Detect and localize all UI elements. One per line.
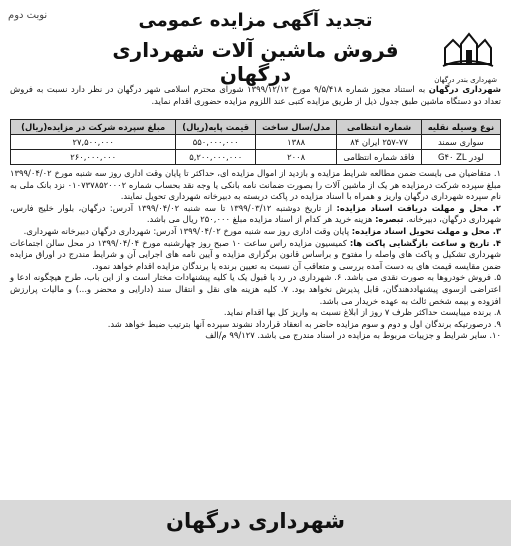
municipality-logo [434,26,497,84]
cell-base-price: ۵۵۰,۰۰۰,۰۰۰ [176,135,256,150]
clause-3 [10,226,501,238]
col-base-price: قیمت پایه(ریال) [176,120,256,135]
intro-paragraph [10,84,501,107]
col-plate: شماره انتظامی [337,120,422,135]
cell-vehicle-type: سواری سمند [421,135,500,150]
clause-3-text: پایان وقت اداری روز سه شنبه مورخ ۱۳۹۹/۰۴/۰۲ آدرس: شهرداری درگهان دبیرخانه شهرداری. [23,225,352,236]
clause-2-note-heading: تبصره: [375,214,404,225]
cell-base-price: ۵,۲۰۰,۰۰۰,۰۰۰ [176,150,256,165]
table-row [11,150,501,165]
table-row [11,135,501,150]
col-model-year: مدل/سال ساخت [256,120,337,135]
cell-deposit: ۲۷,۵۰۰,۰۰۰ [11,135,176,150]
intro-text: به استناد مجوز شماره ۹/۵/۴۱۸ مورخ ۱۳۹۹/۱۲/۱۲ شورای محترم اسلامی شهر درگهان در نظر دارد نسبت به فروش تعداد دو دستگاه ماشین طبق جدول ذیل از طریق مزایده کتبی عند اللزوم مزایده حضوری اقدام نماید. [10,84,501,106]
clause-1: ۱. متقاضیان می بایست ضمن مطالعه شرایط مزایده و بازدید از اموال مزایده ای، حداکثر تا پایان وقت اداری روز سه شنبه مورخ ۱۳۹۹/۰۴/۰۲ مبلغ سپرده شرکت درمزایده هر یک از ماشین آلات را بصورت ضمانت نامه بانکی یا وجه نقد بحساب شماره ۰۱۰۷۳۷۸۵۲۰۰۰۲ نزد بانک ملی به نام سپرده شهرداری درگهان واریز و همراه با اسناد مزایده در پاکت دربسته به دبیرخانه شهرداری تحویل نمایند. [10,168,501,202]
table-header-row [11,120,501,135]
clause-4-text: کمیسیون مزایده راس ساعت ۱۰ صبح روز چهارشنبه مورخ ۱۳۹۹/۰۴/۰۴ در محل سالن اجتماعات شهرداری تشکیل و پاکت های واصله را مفتوح و براساس قانون برگزاری مزایده و آیین نامه های اجرایی آن و شرایط مندرج در اوراق مزایده ضمن مقایسه قیمت های به دست آمده بررسی و متعاقب آن نسبت به تعیین برنده یا برندگان مزایده اقدام خواهد نمود. [10,237,501,271]
clause-8: ۸. برنده میبایست حداکثر ظرف ۷ روز از ابلاغ نسبت به واریز کل بها اقدام نماید. [223,307,501,318]
clause-5-7: ۵. فروش خودروها به صورت نقدی می باشد. ۶. شهرداری در رد یا قبول یک یا کلیه پیشنهادات مختار است و از این باب، طرح هیچگونه ادعا و اعتراضی ازسوی پیشنهاددهندگان، قابل پذیرش نخواهد بود. ۷. کلیه هزینه های نقل و انتقال سند (دارایی و محضر و...) و مالیات پرارزش افزوده و بیمه شخص ثالث به عهده خریدار می باشد. [10,272,501,306]
cell-vehicle-type: لودر G۴۰ ZL [421,150,500,165]
cell-model-year: ۱۳۸۸ [256,135,337,150]
vehicles-table [10,119,501,165]
intro-org: شهرداری درگهان [428,84,501,94]
col-deposit: مبلغ سپرده شرکت در مزایده(ریال) [11,120,176,135]
clause-9: ۹. درصورتیکه برندگان اول و دوم و سوم مزایده حاضر به انعقاد قرارداد نشوند سپرده آنها بترتیب ضبط خواهد شد. [107,318,501,329]
logo-emblem-icon [439,26,495,70]
cell-deposit: ۲۶۰,۰۰۰,۰۰۰ [11,150,176,165]
clause-2 [10,203,501,226]
col-vehicle-type: نوع وسیله نقلیه [421,120,500,135]
notice-title: تجدید آگهی مزایده عمومی [138,10,373,31]
clause-4 [10,238,501,273]
clause-2-heading: ۲. محل و مهلت دریافت اسناد مزایده: [336,202,501,213]
cell-model-year: ۲۰۰۸ [256,150,337,165]
cell-plate: فاقد شماره انتظامی [337,150,422,165]
clause-10: ۱۰. سایر شرایط و جزییات مربوط به مزایده در اسناد مندرج می باشد. ۹۹/۱۲۷ م/الف [205,330,501,341]
notice-subtitle: فروش ماشین آلات شهرداری درگهان [112,38,399,86]
round-badge: نوبت دوم [8,10,48,21]
clause-2-note-text: هزینه خرید هر کدام از اسناد مزایده مبلغ ۲۵۰,۰۰۰ ریال می باشد. [146,214,376,225]
logo-caption: شهرداری بندر درگهان [434,76,497,84]
clause-4-heading: ۴. تاریخ و ساعت بازگشایی پاکت ها: [349,237,502,248]
footer-banner [0,500,511,546]
clause-2-text: از تاریخ دوشنبه ۱۳۹۹/۰۳/۱۲ تا سه شنبه ۱۳۹۹/۰۴/۰۲ آدرس: درگهان، بلوار خلیج فارس، شهرداری درگهان، دبیرخانه. [10,202,501,225]
footer-signature: شهرداری درگهان [166,509,345,533]
conditions-body [10,168,501,342]
cell-plate: ۲۵۷-۷۷ ایران ۸۴ [337,135,422,150]
clause-3-heading: ۳. محل و مهلت تحویل اسناد مزایده: [351,225,501,236]
